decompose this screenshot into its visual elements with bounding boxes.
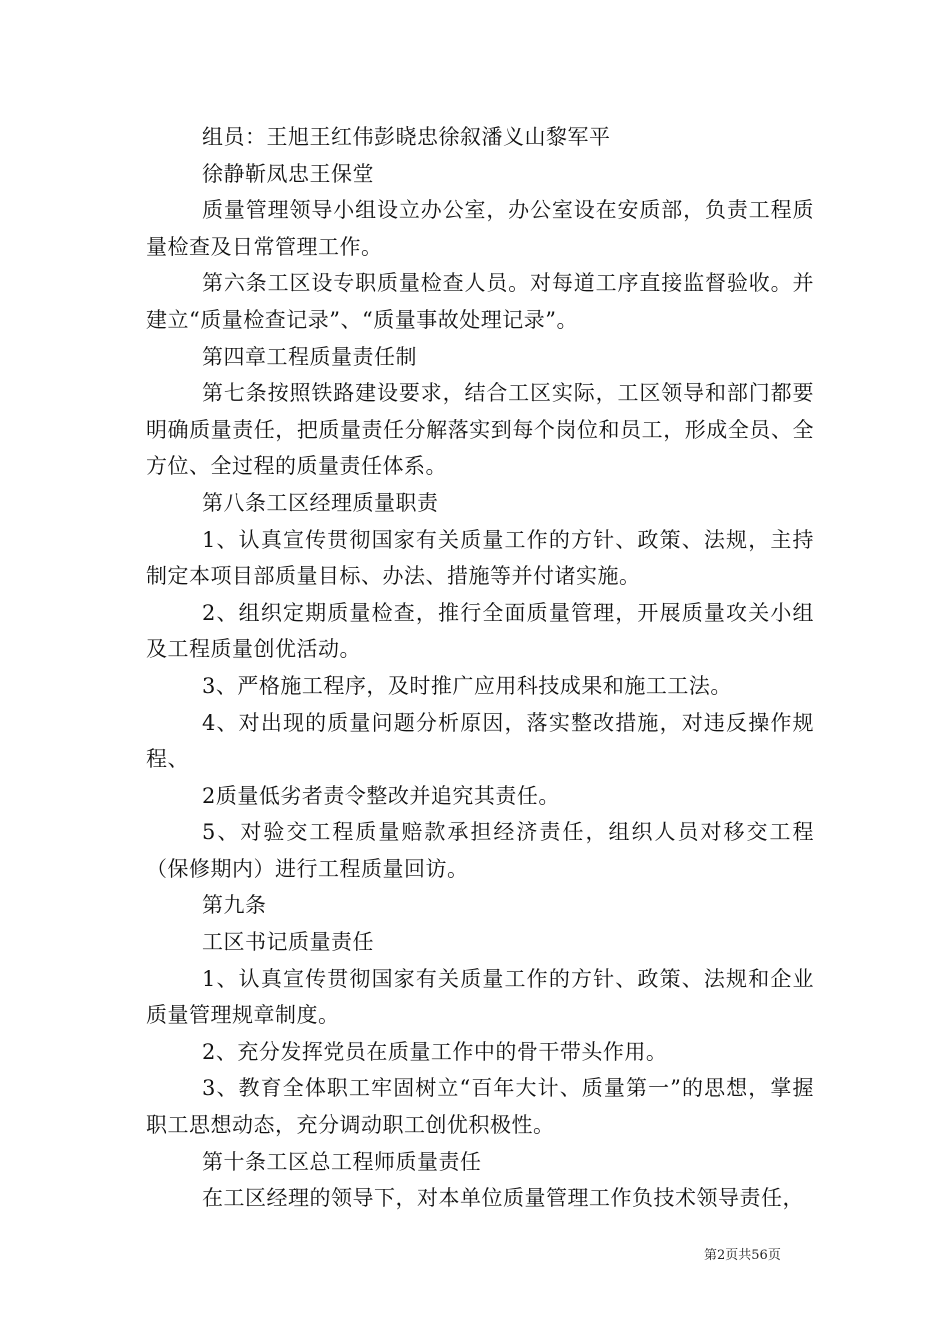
chapter-4-heading: 第四章工程质量责任制 xyxy=(202,344,417,369)
list-item: 2、充分发挥党员在质量工作中的骨干带头作用。 xyxy=(202,1039,668,1064)
paragraph-article-6: 第六条工区设专职质量检查人员。对每道工序直接监督验收。并建立“质量检查记录”、“质量事故处理记录”。 xyxy=(146,271,814,332)
paragraph-members-cont: 徐静靳凤忠王保堂 xyxy=(202,161,374,186)
article-8-heading: 第八条工区经理质量职责 xyxy=(202,490,439,515)
paragraph-members: 组员：王旭王红伟彭晓忠徐叙潘义山黎军平 xyxy=(202,125,611,149)
document-body xyxy=(146,119,814,1217)
list-item: 1、认真宣传贯彻国家有关质量工作的方针、政策、法规和企业质量管理规章制度。 xyxy=(146,966,814,1028)
paragraph-office: 质量管理领导小组设立办公室，办公室设在安质部，负责工程质量检查及日常管理工作。 xyxy=(146,198,814,259)
list-item: 4、对出现的质量问题分析原因，落实整改措施，对违反操作规程、 xyxy=(146,710,814,772)
paragraph-article-10: 在工区经理的领导下，对本单位质量管理工作负技术领导责任， xyxy=(202,1186,804,1211)
paragraph-article-7: 第七条按照铁路建设要求，结合工区实际，工区领导和部门都要明确质量责任，把质量责任分解落实到每个岗位和员工，形成全员、全方位、全过程的质量责任体系。 xyxy=(146,381,814,479)
list-item: 3、教育全体职工牢固树立“百年大计、质量第一”的思想，掌握职工思想动态，充分调动职工创优积极性。 xyxy=(146,1076,814,1138)
list-item: 5、对验交工程质量赔款承担经济责任，组织人员对移交工程（保修期内）进行工程质量回访。 xyxy=(146,820,814,881)
article-9-heading: 第九条 xyxy=(202,893,267,918)
list-item: 3、严格施工程序，及时推广应用科技成果和施工工法。 xyxy=(202,673,732,698)
list-item-cont: 2质量低劣者责令整改并追究其责任。 xyxy=(202,783,560,808)
article-10-heading: 第十条工区总工程师质量责任 xyxy=(202,1149,482,1174)
page-number: 第2页共56页 xyxy=(704,1248,781,1263)
article-9-title: 工区书记质量责任 xyxy=(202,930,374,955)
list-item: 1、认真宣传贯彻国家有关质量工作的方针、政策、法规，主持制定本项目部质量目标、办法、措施等并付诸实施。 xyxy=(146,527,814,589)
list-item: 2、组织定期质量检查，推行全面质量管理，开展质量攻关小组及工程质量创优活动。 xyxy=(146,600,814,662)
